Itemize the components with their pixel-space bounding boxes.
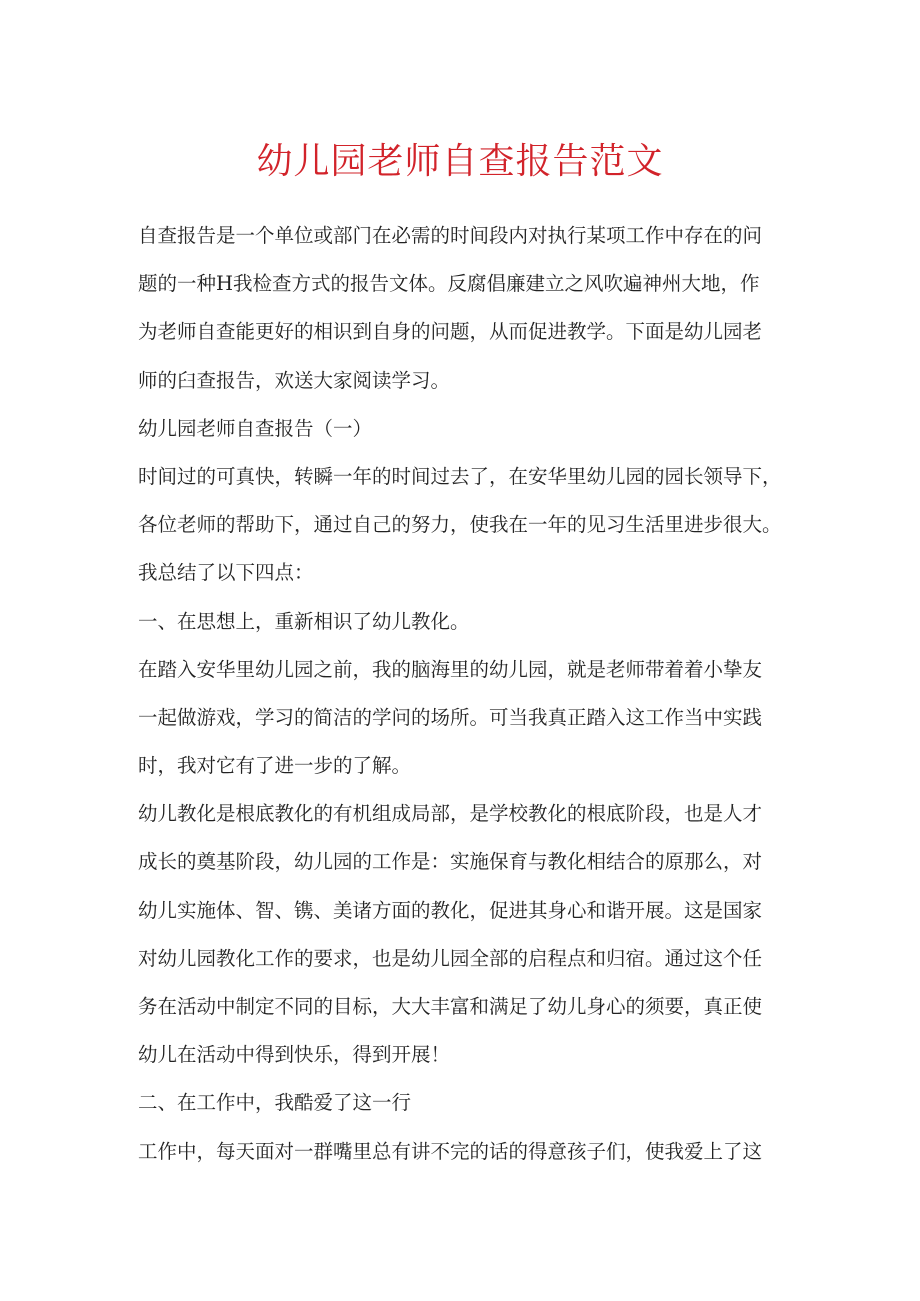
point-heading: 二、在工作中，我酷爱了这一行 — [138, 1091, 412, 1115]
text-line: 务在活动中制定不同的目标，大大丰富和满足了幼儿身心的须要，真正使 — [138, 995, 763, 1018]
text-line: 幼儿教化是根底教化的有机组成局部，是学校教化的根底阶段，也是人才 — [138, 802, 763, 826]
text-line: 工作中，每天面对一群嘴里总有讲不完的话的得意孩子们，使我爱上了这 — [138, 1139, 763, 1163]
text-line: 在踏入安华里幼儿园之前，我的脑海里的幼儿园，就是老师带着着小挚友 — [138, 657, 763, 681]
text-line: 幼儿在活动中得到快乐，得到开展！ — [138, 1043, 451, 1067]
text-line: 各位老师的帮助下，通过自己的努力，使我在一年的见习生活里进步很大。 — [138, 513, 782, 537]
text-line: 时，我对它有了进一步的了解。 — [138, 754, 412, 778]
text-line: 对幼儿园教化工作的要求，也是幼儿园全部的启程点和归宿。通过这个任 — [138, 946, 763, 970]
text-line: 题的一种H我检查方式的报告文体。反腐倡廉建立之风吹遍神州大地，作 — [138, 272, 760, 296]
document-title: 幼儿园老师自查报告范文 — [256, 141, 664, 182]
text-line: 成长的奠基阶段，幼儿园的工作是：实施保育与教化相结合的原那么，对 — [138, 850, 763, 874]
text-line: 我总结了以下四点： — [138, 561, 314, 585]
text-line: 一起做游戏，学习的简洁的学问的场所。可当我真正踏入这工作当中实践 — [138, 705, 763, 729]
text-line: 为老师自查能更好的相识到自身的问题，从而促进教学。下面是幼儿园老 — [138, 320, 763, 344]
text-line: 幼儿实施体、智、镌、美诸方面的教化，促进其身心和谐开展。这是国家 — [138, 898, 763, 922]
text-line: 自查报告是一个单位或部门在必需的时间段内对执行某项工作中存在的问 — [138, 224, 763, 247]
text-line: 时间过的可真快，转瞬一年的时间过去了，在安华里幼儿园的园长领导下， — [138, 464, 782, 488]
text-line: 师的臼查报告，欢送大家阅读学习。 — [138, 368, 451, 392]
point-heading: 一、在思想上，重新相识了幼儿教化。 — [138, 609, 470, 633]
document-body — [138, 212, 798, 1176]
section-heading: 幼儿园老师自查报告（一） — [138, 416, 373, 440]
